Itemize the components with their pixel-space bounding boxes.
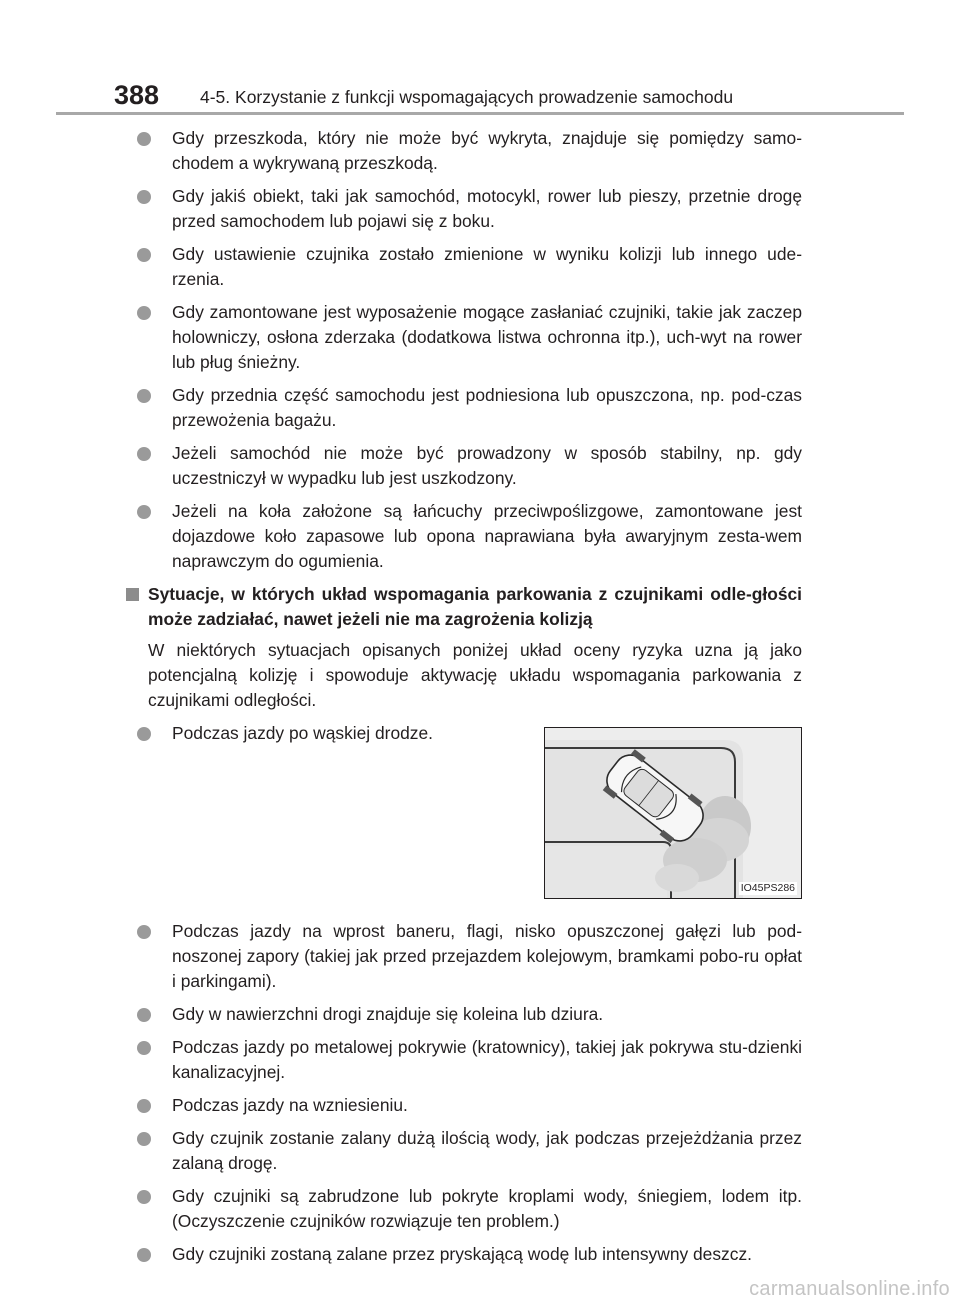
list-item: Podczas jazdy na wprost baneru, flagi, nisko opuszczonej gałęzi lub pod-noszonej zapory (takiej jak przed przejazdem kolejowym, bramkami pobo-ru opłat i parkingami). (126, 919, 802, 994)
list-item: Gdy czujniki zostaną zalane przez pryskającą wodę lub intensywny deszcz. (126, 1242, 802, 1267)
chapter-title: 4-5. Korzystanie z funkcji wspomagających prowadzenie samochodu (200, 87, 734, 107)
list-item: Gdy zamontowane jest wyposażenie mogące zasłaniać czujniki, takie jak zaczep holowniczy, osłona zderzaka (dodatkowa listwa ochronna itp.), uch-wyt na rower lub pług śnieżny. (126, 300, 802, 375)
narrow-road-drawing (545, 728, 801, 898)
bullet-dot-icon (137, 1099, 151, 1113)
bullet-dot-icon (137, 1008, 151, 1022)
bullet-dot-icon (137, 389, 151, 403)
watermark: carmanualsonline.info (749, 1278, 950, 1300)
list-item: Jeżeli samochód nie może być prowadzony w sposób stabilny, np. gdy uczestniczył w wypadku lub jest uszkodzony. (126, 441, 802, 491)
list-item: Gdy przednia część samochodu jest podniesiona lub opuszczona, np. pod-czas przewożenia bagażu. (126, 383, 802, 433)
bullet-dot-icon (137, 132, 151, 146)
figure-block (126, 721, 802, 911)
page-content (126, 126, 802, 1275)
page-number: 388 (114, 80, 160, 110)
list-item: Podczas jazdy na wzniesieniu. (126, 1093, 802, 1118)
list-item: Gdy przeszkoda, który nie może być wykryta, znajduje się pomiędzy samo-chodem a wykrywaną przeszkodą. (126, 126, 802, 176)
list-item: Gdy jakiś obiekt, taki jak samochód, motocykl, rower lub pieszy, przetnie drogę przed samochodem lub pojawi się z boku. (126, 184, 802, 234)
bullet-dot-icon (137, 1248, 151, 1262)
list-item: Gdy czujnik zostanie zalany dużą ilością wody, jak podczas przejeżdżania przez zalaną drogę. (126, 1126, 802, 1176)
section-heading: Sytuacje, w których układ wspomagania parkowania z czujnikami odle-głości może zadziałać, nawet jeżeli nie ma zagrożenia kolizją (126, 582, 802, 632)
figure-code: IO45PS286 (740, 882, 795, 894)
section-square-icon (126, 588, 139, 601)
bullet-dot-icon (137, 306, 151, 320)
bullet-dot-icon (137, 1041, 151, 1055)
bullet-dot-icon (137, 248, 151, 262)
bullet-dot-icon (137, 1132, 151, 1146)
bullet-dot-icon (137, 727, 151, 741)
list-item: Podczas jazdy po wąskiej drodze. (126, 721, 502, 746)
section-intro: W niektórych sytuacjach opisanych poniżej układ oceny ryzyka uzna ją jako potencjalną kolizję i spowoduje aktywację układu wspomagania parkowania z czujnikami odległości. (148, 640, 802, 710)
header-divider (56, 112, 904, 115)
bullet-dot-icon (137, 190, 151, 204)
list-item: Gdy w nawierzchni drogi znajduje się koleina lub dziura. (126, 1002, 802, 1027)
bullet-dot-icon (137, 1190, 151, 1204)
page-header (114, 80, 904, 112)
list-item: Podczas jazdy po metalowej pokrywie (kratownicy), takiej jak pokrywa stu-dzienki kanalizacyjnej. (126, 1035, 802, 1085)
narrow-road-illustration (544, 727, 802, 899)
bullet-dot-icon (137, 447, 151, 461)
list-item: Gdy ustawienie czujnika zostało zmienione w wyniku kolizji lub innego ude-rzenia. (126, 242, 802, 292)
bullet-dot-icon (137, 925, 151, 939)
list-item: Gdy czujniki są zabrudzone lub pokryte kroplami wody, śniegiem, lodem itp. (Oczyszczenie czujników rozwiązuje ten problem.) (126, 1184, 802, 1234)
bullet-dot-icon (137, 505, 151, 519)
list-item: Jeżeli na koła założone są łańcuchy przeciwpoślizgowe, zamontowane jest dojazdowe koło zapasowe lub opona naprawiana była awaryjnym zesta-wem naprawczym do ogumienia. (126, 499, 802, 574)
